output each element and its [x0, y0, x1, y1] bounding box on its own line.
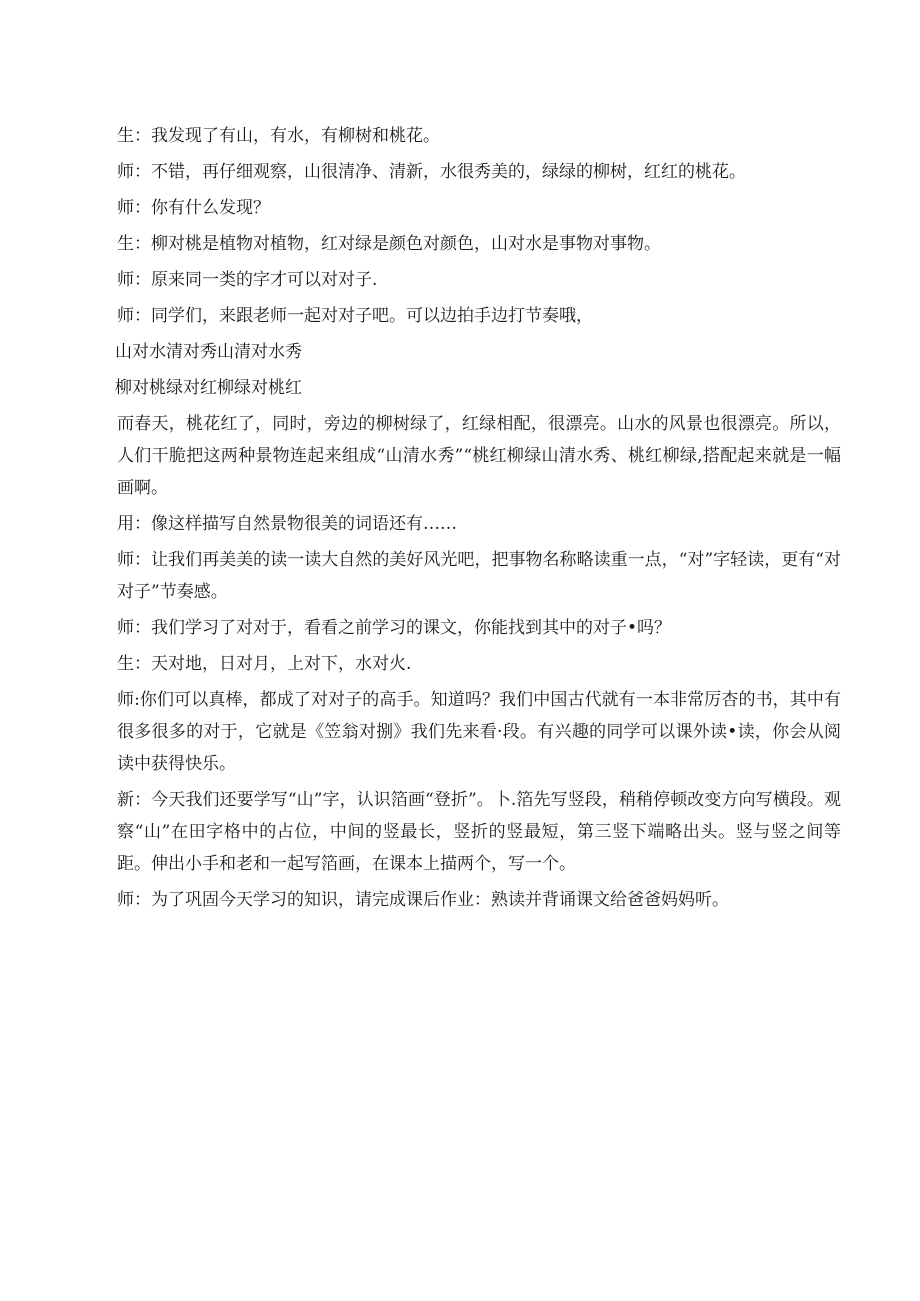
paragraph-student-observation: 生：我发现了有山，有水，有柳树和桃花。 — [117, 126, 440, 146]
paragraph-student-couplets: 生：天对地，日对月，上对下，水对火. — [117, 654, 412, 674]
paragraph-teacher-summary: 师：原来同一类的字才可以对对子. — [117, 270, 378, 290]
paragraph-teacher-praise: 师：不错，再仔细观察，山很清净、清新，水很秀美的，绿绿的柳树，红红的桃花。 — [117, 162, 746, 182]
couplet-line-mountain: 山对水清对秀山清对水秀 — [115, 342, 302, 362]
paragraph-writing-lesson: 新：今天我们还要学写“山”字，认识箔画“登折”。卜.箔先写竖段，稍稍停顿改变方向写横段。观察“山”在田字格中的占位，中间的竖最长，竖折的竖最短，第三竖下端略出头。竖与竖之间等距。伸出小手和老和一起写箔画，在课本上描两个，写一个。 — [117, 790, 841, 874]
paragraph-student-finding: 生：柳对桃是植物对植物，红对绿是颜色对颜色，山对水是事物对事物。 — [117, 234, 661, 254]
paragraph-teacher-question: 师：你有什么发现？ — [117, 198, 270, 218]
paragraph-classic-book: 师:你们可以真棒，都成了对对子的高手。知道吗？我们中国古代就有一本非常厉杏的书，其中有很多很多的对于，它就是《笠翁对捌》我们先来看·段。有兴趣的同学可以课外读•读，你会从阅读中获得快乐。 — [117, 690, 841, 774]
paragraph-spring-scene: 而春天，桃花红了，同时，旁边的柳树绿了，红绿相配，很漂亮。山水的风景也很漂亮。所以，人们干脆把这两种景物连起来组成“山清水秀”“桃红柳绿山清水秀、桃红柳绿,搭配起来就是一幅画啊。 — [117, 414, 841, 498]
paragraph-homework: 师：为了巩固今天学习的知识，请完成课后作业：熟读并背诵课文给爸爸妈妈听。 — [117, 890, 729, 910]
couplet-line-willow: 柳对桃绿对红柳绿对桃红 — [115, 378, 302, 398]
paragraph-reading-guide: 师：让我们再美美的读一读大自然的美好风光吧，把事物名称略读重一点，“对”字轻读，更有“对对子”节奏感。 — [117, 550, 841, 602]
paragraph-word-prompt: 用：像这样描写自然景物很美的词语还有…… — [117, 514, 457, 534]
document-body — [115, 120, 841, 920]
paragraph-find-couplets: 师：我们学习了对对于，看看之前学习的课文，你能找到其中的对子•吗？ — [117, 618, 672, 638]
paragraph-teacher-activity: 师：同学们，来跟老师一起对对子吧。可以边拍手边打节奏哦， — [117, 306, 593, 326]
